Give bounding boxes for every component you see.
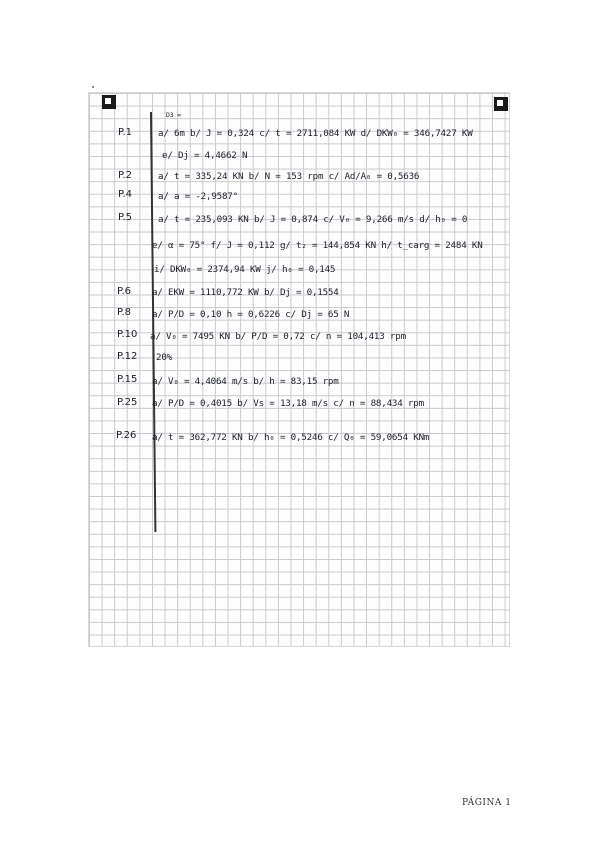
row-text: a/ a = -2,9587° (158, 191, 238, 202)
header-note: D3 = (166, 111, 181, 119)
row-text: i/ DKW₀ = 2374,94 KW j/ h₀ = 0,145 (154, 264, 336, 275)
speck (92, 86, 94, 88)
corner-marker-top-right (494, 97, 508, 111)
row-text: a/ P/D = 0,10 h = 0,6226 c/ Dj = 65 N (152, 309, 350, 320)
row-label: P.4 (118, 189, 133, 200)
row-text: e/ Dj = 4,4662 N (162, 150, 248, 161)
row-text: a/ t = 335,24 KN b/ N = 153 rpm c/ Ad/A₀ = 0,5636 (158, 171, 420, 182)
row-label: P.12 (117, 351, 138, 362)
row-text: a/ V₀ = 4,4064 m/s b/ h = 83,15 rpm (152, 376, 339, 387)
row-text: a/ V₀ = 7495 KN b/ P/D = 0,72 c/ n = 104,413 rpm (150, 331, 406, 342)
page-number: PÁGINA 1 (462, 798, 512, 808)
row-label: P.26 (116, 430, 137, 441)
row-label: P.15 (117, 374, 138, 385)
row-text: a/ t = 362,772 KN b/ h₀ = 0,5246 c/ Q₀ = 59,0654 KNm (152, 432, 430, 443)
corner-marker-top-left (102, 95, 116, 109)
row-text: a/ 6m b/ J = 0,324 c/ t = 2711,084 KW d/ DKW₀ = 346,7427 KW (158, 128, 473, 139)
row-label: P.6 (117, 286, 132, 297)
row-text: a/ EKW = 1110,772 KW b/ Dj = 0,1554 (152, 287, 339, 298)
row-label: P.2 (118, 170, 133, 181)
row-label: P.5 (118, 212, 133, 223)
row-label: P.8 (117, 307, 132, 318)
row-label: P.25 (117, 397, 138, 408)
row-text: 20% (156, 352, 172, 363)
row-text: e/ α = 75° f/ J = 0,112 g/ t₂ = 144,854 KN h/ t_carg = 2484 KN (152, 240, 483, 251)
row-label: P.10 (117, 329, 138, 340)
row-text: a/ P/D = 0,4015 b/ Vs = 13,18 m/s c/ n = 88,434 rpm (152, 398, 424, 409)
row-label: P.1 (118, 127, 133, 138)
row-text: a/ t = 235,093 KN b/ J = 0,874 c/ V₀ = 9,266 m/s d/ h₀ = 0 (158, 214, 468, 225)
